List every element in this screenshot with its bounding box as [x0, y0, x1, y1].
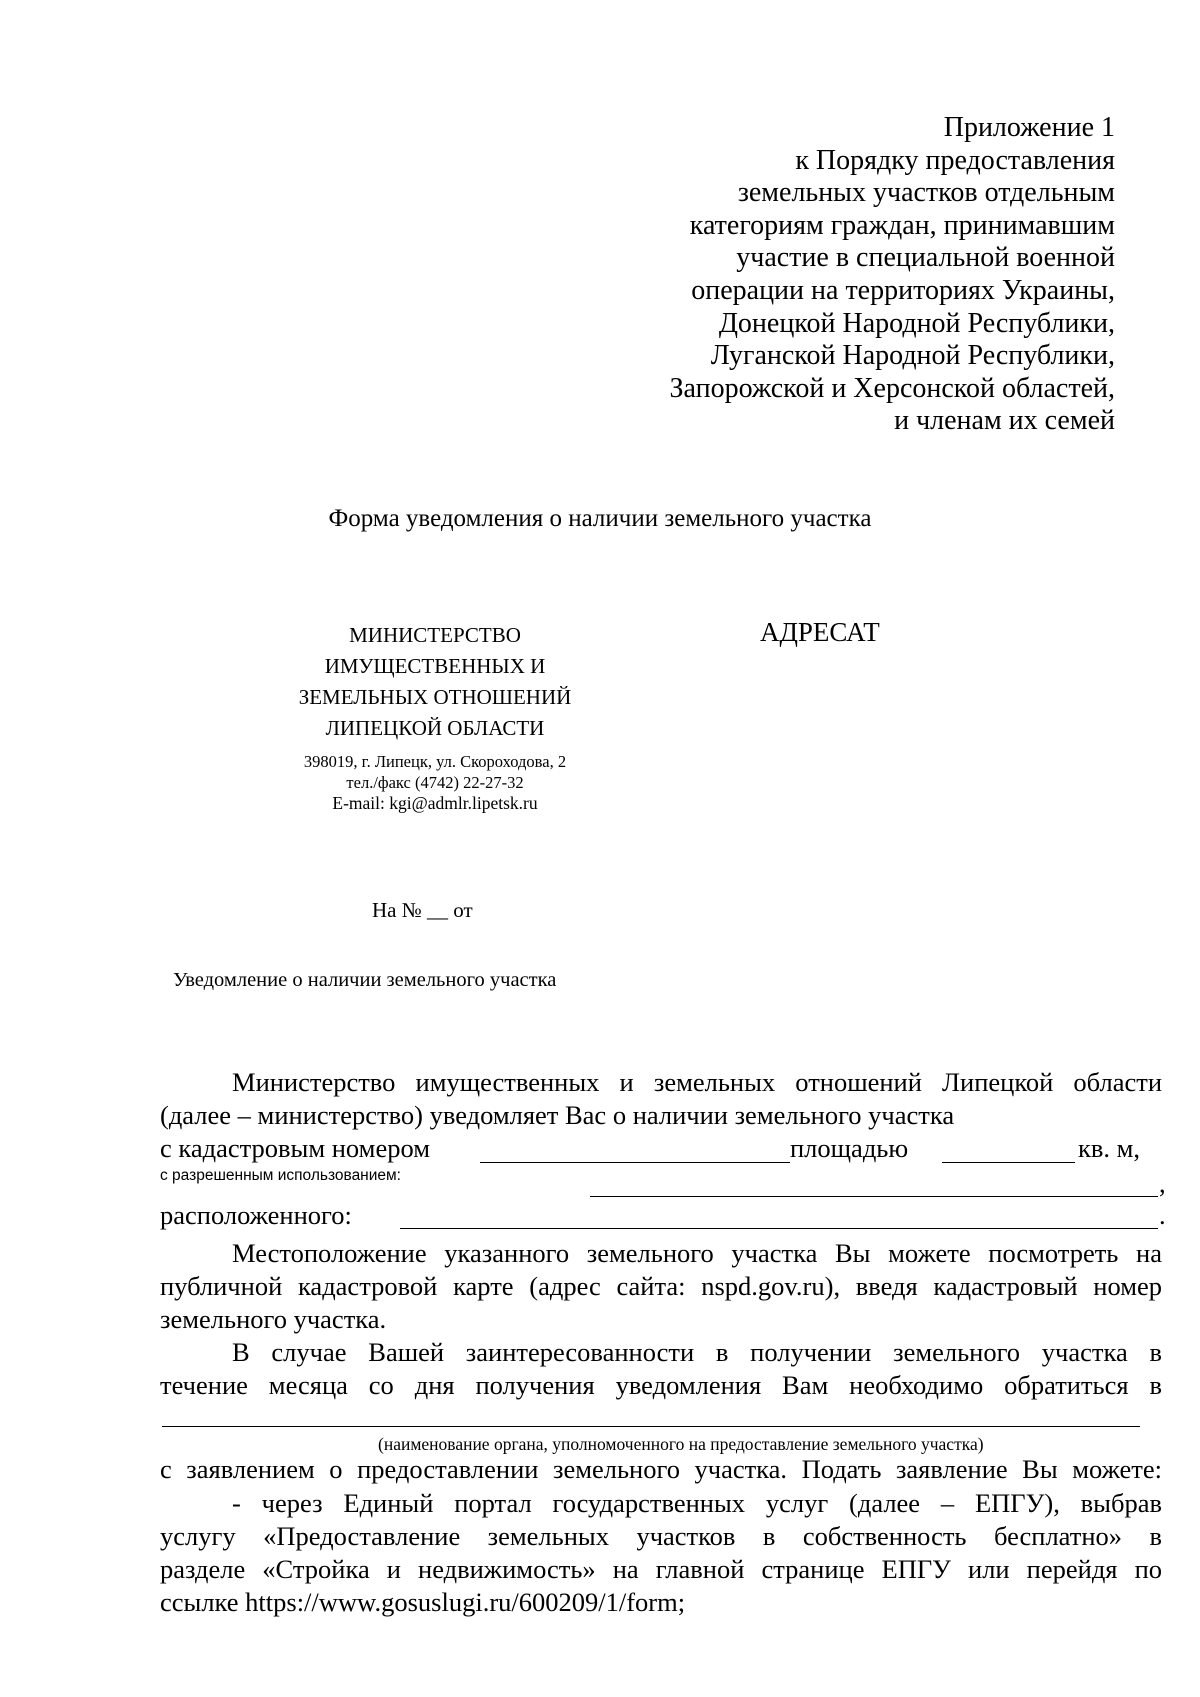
appendix-line: Луганской Народной Республики, [710, 340, 1115, 372]
body-line: Местоположение указанного земельного участка Вы можете посмотреть на [232, 1238, 1162, 1268]
form-title: Форма уведомления о наличии земельного участка [328, 505, 872, 532]
appendix-line: Приложение 1 [943, 112, 1115, 143]
body-line: Министерство имущественных и земельных отношений Липецкой области [232, 1067, 1162, 1097]
authority-name-field[interactable] [162, 1426, 1140, 1427]
ministry-name-line: ЛИПЕЦКОЙ ОБЛАСТИ [325, 716, 545, 740]
area-unit: кв. м, [1078, 1133, 1141, 1163]
area-field[interactable] [942, 1162, 1075, 1163]
appendix-line: земельных участков отдельным [737, 177, 1115, 209]
appendix-line: к Порядку предоставления [795, 144, 1115, 176]
appendix-line: и членам их семей [894, 405, 1115, 437]
ministry-name-line: ЗЕМЕЛЬНЫХ ОТНОШЕНИЙ [298, 685, 572, 709]
appendix-line: Запорожской и Херсонской областей, [669, 372, 1115, 404]
body-line: - через Единый портал государственных услуг (далее – ЕПГУ), выбрав [232, 1488, 1162, 1518]
cadastral-label: с кадастровым номером [160, 1133, 430, 1163]
body-line: публичной кадастровой карте (адрес сайта: nspd.gov.ru), введя кадастровый номер [160, 1271, 1162, 1301]
addressee-label: АДРЕСАТ [760, 617, 880, 647]
subject-line: Уведомление о наличии земельного участка [173, 969, 557, 991]
cadastral-number-field[interactable] [480, 1162, 790, 1163]
ministry-address: 398019, г. Липецк, ул. Скороходова, 2 [303, 752, 567, 771]
body-line: разделе «Стройка и недвижимость» на главной странице ЕПГУ или перейдя по [160, 1554, 1162, 1584]
appendix-line: участие в специальной военной [736, 242, 1115, 274]
ministry-name-line: МИНИСТЕРСТВО [349, 623, 521, 647]
area-label: площадью [790, 1133, 909, 1163]
permitted-use-comma: , [1159, 1168, 1166, 1198]
appendix-header [555, 112, 1115, 438]
location-field[interactable] [400, 1228, 1158, 1229]
location-period: . [1159, 1200, 1166, 1230]
ministry-phone: тел./факс (4742) 22-27-32 [346, 773, 524, 792]
body-line: (далее – министерство) уведомляет Вас о наличии земельного участка [160, 1100, 955, 1130]
ministry-name [260, 620, 610, 744]
appendix-line: операции на территориях Украины, [691, 274, 1115, 306]
body-line: услугу «Предоставление земельных участков в собственность бесплатно» в [160, 1521, 1162, 1551]
permitted-use-label: с разрешенным использованием: [160, 1167, 401, 1184]
reference-number: На № __ от [372, 898, 473, 922]
appendix-line: Донецкой Народной Республики, [718, 307, 1115, 339]
ministry-name-line: ИМУЩЕСТВЕННЫХ И [324, 654, 546, 678]
ministry-email: E-mail: kgi@admlr.lipetsk.ru [332, 793, 538, 813]
body-line: В случае Вашей заинтересованности в получении земельного участка в [232, 1337, 1162, 1367]
ministry-contacts [260, 751, 610, 814]
authority-field-caption: (наименование органа, уполномоченного на предоставление земельного участка) [378, 1434, 984, 1454]
located-label: расположенного: [160, 1200, 352, 1230]
body-line: течение месяца со дня получения уведомления Вам необходимо обратиться в [160, 1370, 1162, 1400]
body-line: с заявлением о предоставлении земельного участка. Подать заявление Вы можете: [160, 1454, 1162, 1484]
body-line: земельного участка. [160, 1304, 387, 1334]
appendix-line: категориям граждан, принимавшим [689, 209, 1115, 241]
permitted-use-field[interactable] [590, 1196, 1158, 1197]
body-line: ссылке https://www.gosuslugi.ru/600209/1/form; [160, 1587, 686, 1617]
